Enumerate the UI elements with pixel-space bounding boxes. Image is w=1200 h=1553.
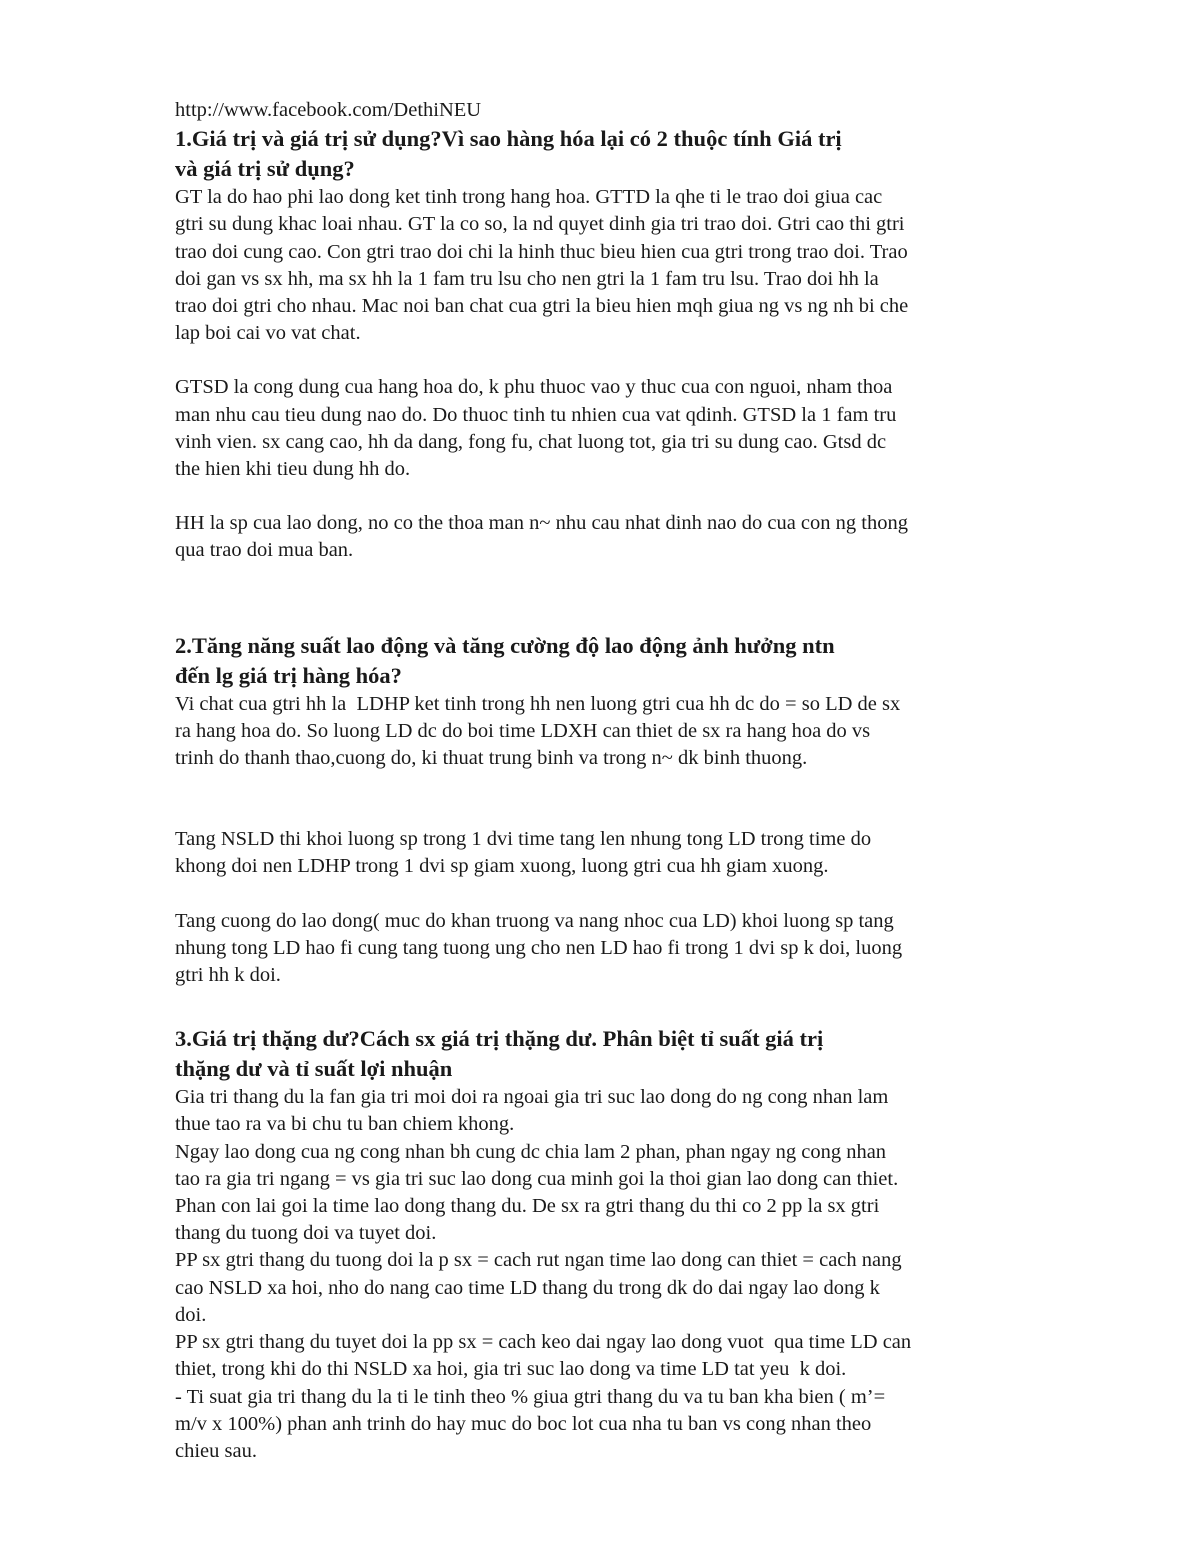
paragraph-line: ra hang hoa do. So luong LD dc do boi time LDXH can thiet de sx ra hang hoa do vs	[175, 719, 871, 742]
document-page	[175, 97, 1030, 1465]
paragraph-line: cao NSLD xa hoi, nho do nang cao time LD thang du trong dk do dai ngay lao dong k	[175, 1276, 880, 1299]
source-link[interactable]: http://www.facebook.com/DethiNEU	[175, 99, 482, 121]
section-2-paragraph-2	[175, 826, 1030, 880]
section-1-heading-line-2: và giá trị sử dụng?	[175, 156, 355, 182]
paragraph-line: chieu sau.	[175, 1439, 257, 1462]
paragraph-line: HH la sp cua lao dong, no co the thoa man n~ nhu cau nhat dinh nao do cua con ng thong	[175, 512, 908, 535]
section-1-paragraph-3	[175, 510, 1030, 564]
section-2-heading-line-1: 2.Tăng năng suất lao động và tăng cường độ lao động ảnh hưởng ntn	[175, 632, 835, 658]
paragraph-line: nhung tong LD hao fi cung tang tuong ung cho nen LD hao fi trong 1 dvi sp k doi, luong	[175, 936, 903, 959]
section-2-paragraph-1	[175, 691, 1030, 773]
section-2-paragraph-3	[175, 908, 1030, 990]
section-1-paragraph-1	[175, 184, 1030, 347]
paragraph-line: man nhu cau tieu dung nao do. Do thuoc tinh tu nhien cua vat qdinh. GTSD la 1 fam tru	[175, 403, 897, 426]
paragraph-line: qua trao doi mua ban.	[175, 539, 354, 562]
section-2	[175, 631, 1030, 990]
paragraph-line: GT la do hao phi lao dong ket tinh trong hang hoa. GTTD la qhe ti le trao doi giua cac	[175, 186, 883, 209]
paragraph-line: GTSD la cong dung cua hang hoa do, k phu thuoc vao y thuc cua con nguoi, nham thoa	[175, 376, 893, 399]
paragraph-line: gtri hh k doi.	[175, 964, 281, 987]
paragraph-line: trinh do thanh thao,cuong do, ki thuat trung binh va trong n~ dk binh thuong.	[175, 747, 808, 770]
paragraph-line: tao ra gia tri ngang = vs gia tri suc lao dong cua minh goi la thoi gian lao dong can thiet.	[175, 1167, 899, 1190]
paragraph-line: khong doi nen LDHP trong 1 dvi sp giam xuong, luong gtri cua hh giam xuong.	[175, 855, 829, 878]
section-3	[175, 1024, 1030, 1465]
paragraph-line: thiet, trong khi do thi NSLD xa hoi, gia tri suc lao dong va time LD tat yeu k doi.	[175, 1358, 847, 1381]
paragraph-line: PP sx gtri thang du tuong doi la p sx = cach rut ngan time lao dong can thiet = cach nang	[175, 1249, 902, 1272]
section-1-heading-line-1: 1.Giá trị và giá trị sử dụng?Vì sao hàng hóa lại có 2 thuộc tính Giá trị	[175, 126, 842, 152]
paragraph-line: lap boi cai vo vat chat.	[175, 322, 361, 345]
paragraph-line: gtri su dung khac loai nhau. GT la co so, la nd quyet dinh gia tri trao doi. Gtri cao thi gtri	[175, 213, 905, 236]
paragraph-line: thang du tuong doi va tuyet doi.	[175, 1222, 437, 1245]
paragraph-line: Phan con lai goi la time lao dong thang du. De sx ra gtri thang du thi co 2 pp la sx gtri	[175, 1195, 880, 1218]
paragraph-line: Vi chat cua gtri hh la LDHP ket tinh trong hh nen luong gtri cua hh dc do = so LD de sx	[175, 692, 901, 715]
section-1-paragraph-2	[175, 374, 1030, 483]
section-3-body	[175, 1084, 1030, 1465]
paragraph-line: Gia tri thang du la fan gia tri moi doi ra ngoai gia tri suc lao dong do ng cong nhan lam	[175, 1086, 889, 1109]
paragraph-line: - Ti suat gia tri thang du la ti le tinh theo % giua gtri thang du va tu ban kha bien ( m’=	[175, 1385, 886, 1408]
paragraph-line: trao doi cung cao. Con gtri trao doi chi la hinh thuc bieu hien cua gtri trong trao doi. Trao	[175, 240, 908, 263]
paragraph-line: Tang NSLD thi khoi luong sp trong 1 dvi time tang len nhung tong LD trong time do	[175, 828, 872, 851]
paragraph-line: Tang cuong do lao dong( muc do khan truong va nang nhoc cua LD) khoi luong sp tang	[175, 909, 894, 932]
paragraph-line: PP sx gtri thang du tuyet doi la pp sx = cach keo dai ngay lao dong vuot qua time LD can	[175, 1331, 912, 1354]
paragraph-line: doi.	[175, 1303, 207, 1326]
section-3-heading-line-2: thặng dư và tỉ suất lợi nhuận	[175, 1056, 453, 1082]
paragraph-line: Ngay lao dong cua ng cong nhan bh cung dc chia lam 2 phan, phan ngay ng cong nhan	[175, 1140, 887, 1163]
section-1	[175, 124, 1030, 564]
paragraph-line: m/v x 100%) phan anh trinh do hay muc do boc lot cua nha tu ban vs cong nhan theo	[175, 1412, 872, 1435]
paragraph-line: thue tao ra va bi chu tu ban chiem khong.	[175, 1113, 515, 1136]
paragraph-line: vinh vien. sx cang cao, hh da dang, fong fu, chat luong tot, gia tri su dung cao. Gtsd dc	[175, 430, 887, 453]
paragraph-line: doi gan vs sx hh, ma sx hh la 1 fam tru lsu cho nen gtri la 1 fam tru lsu. Trao doi hh la	[175, 267, 879, 290]
paragraph-line: the hien khi tieu dung hh do.	[175, 458, 411, 481]
section-3-heading-line-1: 3.Giá trị thặng dư?Cách sx giá trị thặng dư. Phân biệt tỉ suất giá trị	[175, 1026, 824, 1052]
section-2-heading-line-2: đến lg giá trị hàng hóa?	[175, 662, 402, 688]
paragraph-line: trao doi gtri cho nhau. Mac noi ban chat cua gtri la bieu hien mqh giua ng vs ng nh bi che	[175, 295, 909, 318]
